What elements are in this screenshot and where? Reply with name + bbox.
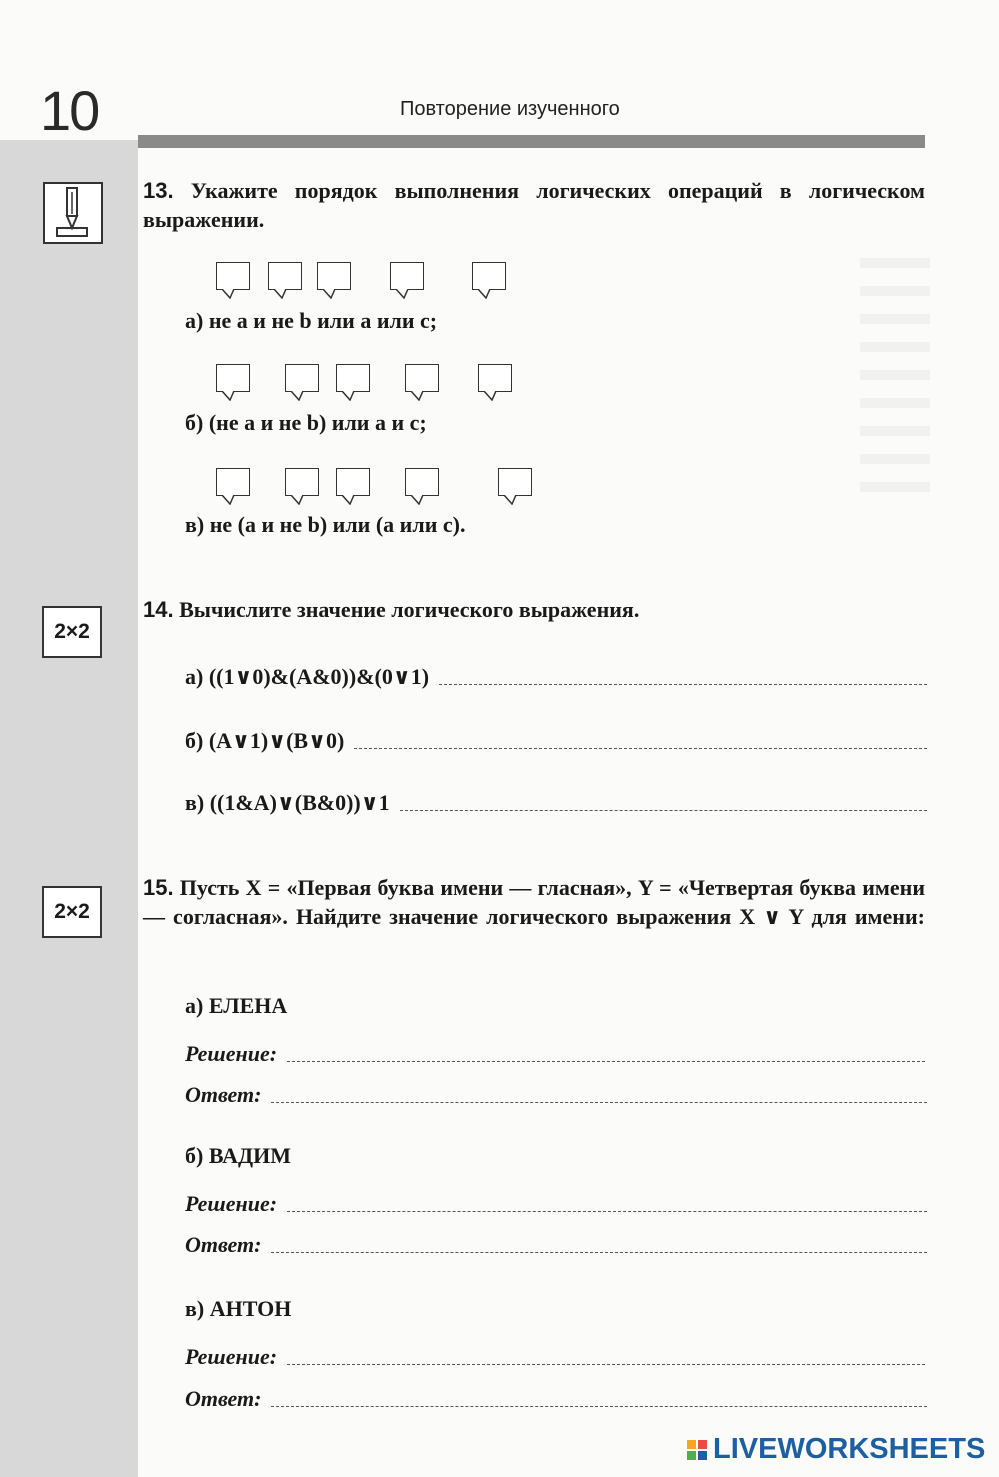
order-box[interactable] (472, 262, 506, 290)
order-box[interactable] (268, 262, 302, 290)
task-15-item-b: б) ВАДИМ (185, 1143, 292, 1168)
answer-line[interactable] (400, 809, 927, 811)
answer-line[interactable] (271, 1101, 927, 1103)
answer-line[interactable] (271, 1405, 927, 1407)
liveworksheets-logo[interactable]: LIVEWORKSHEETS (687, 1433, 985, 1466)
order-box[interactable] (216, 468, 250, 496)
task-15-item-a: а) ЕЛЕНА (185, 993, 288, 1018)
solution-line[interactable] (287, 1210, 927, 1212)
task-14-row-b: б) (A∨1)∨(B∨0) (185, 728, 927, 754)
task-14-row-c: в) ((1&A)∨(B&0))∨1 (185, 790, 927, 816)
task-15-number: 15. (143, 875, 174, 900)
task-13-item-a: а) не a и не b или a или c; (185, 308, 438, 333)
order-box[interactable] (405, 468, 439, 496)
order-box[interactable] (405, 364, 439, 392)
order-box[interactable] (336, 364, 370, 392)
answer-line[interactable] (354, 747, 927, 749)
answer-line[interactable] (439, 683, 927, 685)
bleed-through-text (860, 258, 930, 498)
answer-line[interactable] (271, 1251, 927, 1253)
order-box[interactable] (336, 468, 370, 496)
order-box[interactable] (390, 262, 424, 290)
task-14-row-a: а) ((1∨0)&(A&0))&(0∨1) (185, 664, 927, 690)
task-13-item-c: в) не (a и не b) или (a или c). (185, 512, 466, 537)
order-box[interactable] (317, 262, 351, 290)
solution-line[interactable] (287, 1363, 925, 1365)
order-box[interactable] (498, 468, 532, 496)
order-box[interactable] (285, 364, 319, 392)
answer-row: Ответ: (185, 1386, 927, 1412)
task-14-text: 14. Вычислите значение логического выражения. (143, 597, 640, 622)
solution-row: Решение: (185, 1344, 925, 1370)
task-13-number: 13. (143, 178, 174, 203)
answer-row: Ответ: (185, 1232, 927, 1258)
calculation-icon: 2×2 (42, 886, 102, 938)
page-number: 10 (40, 79, 99, 142)
task-13-item-b: б) (не a и не b) или a и c; (185, 410, 427, 435)
order-box[interactable] (216, 364, 250, 392)
answer-row: Ответ: (185, 1082, 927, 1108)
order-box[interactable] (216, 262, 250, 290)
solution-line[interactable] (287, 1060, 925, 1062)
solution-row: Решение: (185, 1041, 925, 1067)
brand-grid-icon (687, 1440, 707, 1460)
calculation-icon: 2×2 (42, 606, 102, 658)
task-15-item-c: в) АНТОН (185, 1296, 292, 1321)
pencil-icon (43, 182, 103, 244)
order-box[interactable] (478, 364, 512, 392)
page-title: Повторение изученного (400, 98, 620, 120)
task-13-text: 13. Укажите порядок выполнения логических операций в логическом выражении. (143, 178, 926, 232)
task-15-text: 15. Пусть X = «Первая буква имени — гласная», Y = «Четвертая буква имени — согласная». Найдите значение логического выражения X ∨ Y для имени: (143, 875, 926, 929)
order-box[interactable] (285, 468, 319, 496)
left-margin-band (0, 140, 138, 1477)
solution-row: Решение: (185, 1191, 927, 1217)
header-bar (138, 135, 925, 148)
task-14-number: 14. (143, 597, 174, 622)
